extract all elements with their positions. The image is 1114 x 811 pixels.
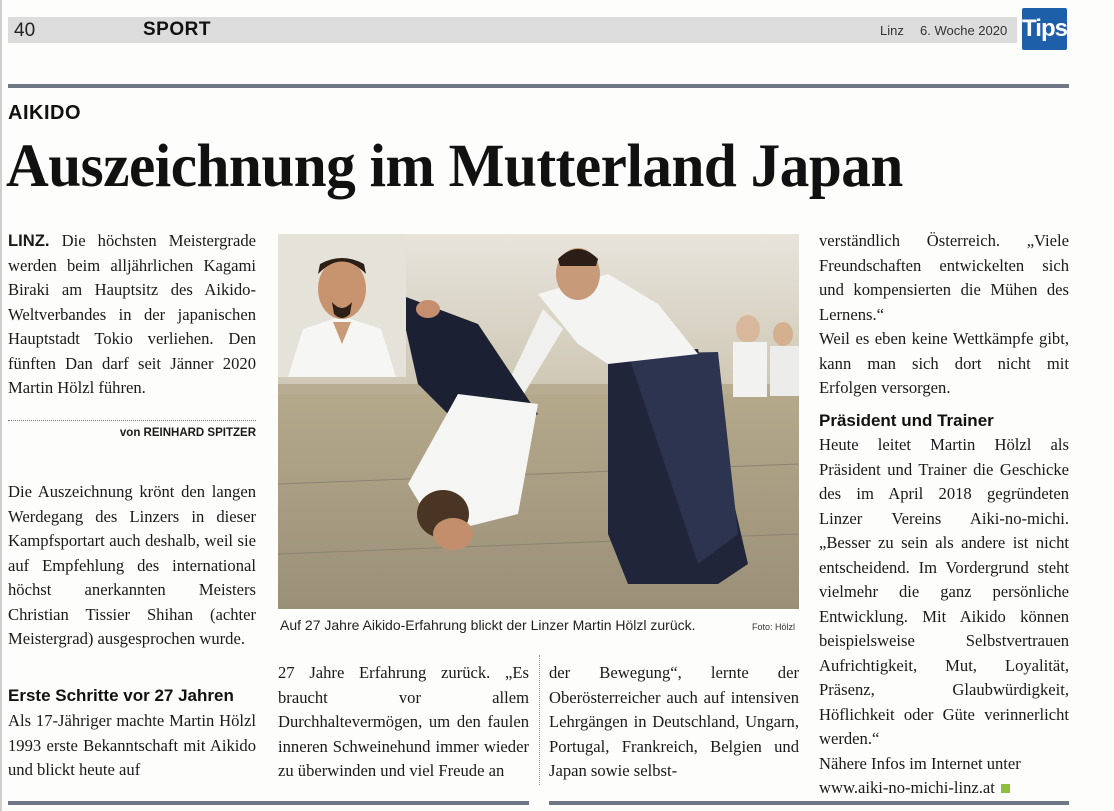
col1-paragraph: Die Auszeichnung krönt den langen Werdegang des Linzers in dieser Kampfsportart auch deshalb, weil sie auf Empfehlung des international höchst anerkannten Meisters Christian Tissier Shihan (achter Meistergrad) ausgesprochen wurde. [8, 482, 256, 648]
edition-city: Linz [880, 23, 904, 38]
column-3-body [549, 661, 799, 784]
column-1-body-2 [8, 709, 256, 783]
dateline: LINZ. [8, 231, 50, 250]
top-rule [8, 84, 1069, 88]
page-edge-line [0, 0, 2, 811]
column-2-body [278, 661, 529, 784]
lead-text: Die höchsten Meistergrade werden beim alljährlichen Kagami Biraki am Hauptsitz des Aikido-Weltverbandes in der japanischen Hauptstadt Tokio verliehen. Den fünften Dan darf seit Jänner 2020 Martin Hölzl führen. [8, 231, 256, 397]
more-info-text: Nähere Infos im Internet unter www.aiki-no-michi-linz.at [819, 753, 1021, 797]
subhead-president: Präsident und Trainer [819, 411, 994, 430]
column-4-body [819, 229, 1069, 401]
bottom-rule-right [549, 801, 1069, 805]
byline-separator [8, 420, 256, 421]
col1-paragraph-2: Als 17-Jähriger machte Martin Hölzl 1993 erste Bekanntschaft mit Aikido und blickt heute auf [8, 711, 256, 779]
section-label: SPORT [143, 19, 211, 40]
byline: von REINHARD SPITZER [119, 427, 256, 439]
tips-logo: Tips [1022, 8, 1067, 50]
aikido-photo [278, 234, 799, 609]
col4-paragraph-2: Weil es eben keine Wettkämpfe gibt, kann man sich dort nicht mit Erfolgen versorgen. [819, 329, 1069, 397]
edition-week: 6. Woche 2020 [920, 23, 1008, 38]
bottom-rule-left [8, 801, 529, 805]
column-1-body [8, 480, 256, 652]
column-divider [539, 655, 540, 785]
lead-paragraph [8, 229, 256, 401]
article-kicker: AIKIDO [8, 102, 81, 124]
col3-paragraph: der Bewegung“, lernte der Oberösterreicher auch auf intensiven Lehrgängen in Deutschland, Ungarn, Portugal, Frankreich, Belgien und Japan sowie selbst- [549, 663, 799, 780]
subhead-first-steps: Erste Schritte vor 27 Jahren [8, 686, 234, 705]
col4-paragraph-1: verständlich Österreich. „Viele Freundschaften entwickelten sich und kompensierten die Mühen des Lernens.“ [819, 231, 1069, 324]
aikido-photo-illustration [278, 234, 799, 609]
article-headline: Auszeichnung im Mutterland Japan [6, 133, 903, 200]
photo-caption: Auf 27 Jahre Aikido-Erfahrung blickt der Linzer Martin Hölzl zurück. [280, 617, 696, 633]
page-number: 40 [14, 20, 36, 41]
col4-paragraph-3: Heute leitet Martin Hölzl als Präsident und Trainer die Geschicke des im April 2018 gegründeten Linzer Vereins Aiki-no-michi. „Besser zu sein als andere ist nicht entscheidend. Im Vordergrund steht vielmehr die ganz persönliche Entwicklung. Mit Aikido können beispielsweise Selbstvertrauen Aufrichtigkeit, Mut, Loyalität, Präsenz, Glaubwürdigkeit, Höflichkeit oder Güte verinnerlicht werden.“ [819, 435, 1069, 748]
column-4-body-2 [819, 433, 1069, 801]
end-mark-icon [1001, 784, 1010, 793]
col2-paragraph: 27 Jahre Erfahrung zurück. „Es braucht vor allem Durchhaltevermögen, um den faulen inneren Schweinehund immer wieder zu überwinden und viel Freude an [278, 663, 529, 780]
photo-credit: Foto: Hölzl [752, 622, 796, 632]
col4-paragraph-4 [819, 752, 1069, 801]
